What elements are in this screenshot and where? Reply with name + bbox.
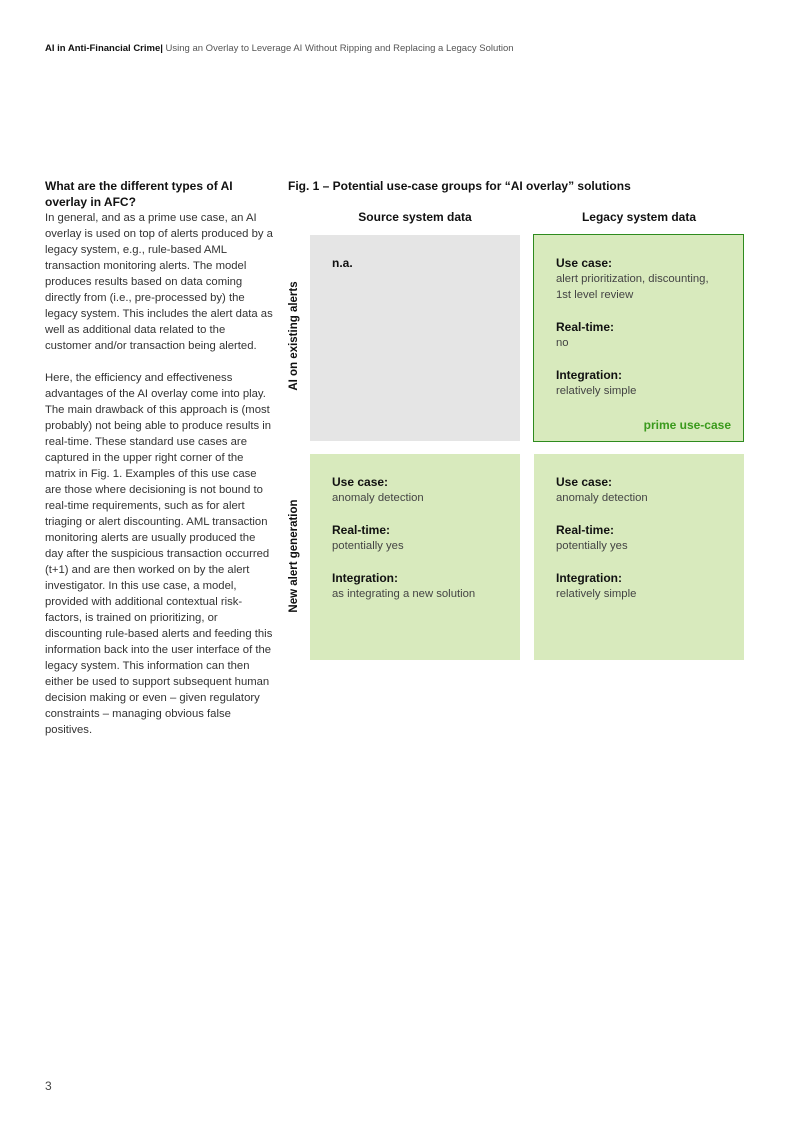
- use-case-value: anomaly detection: [556, 492, 648, 504]
- cell-source-new: [310, 454, 520, 660]
- paragraph-2: Here, the efficiency and effectiveness advantages of the AI overlay come into play. The main drawback of this approach is (most probably) not being able to produce results in real-time. These standard use cases are captured in the upper right corner of the matrix in Fig. 1. Examples of this use case are those where decisioning is not bound to real-time requirements, such as for alert triaging or alert discounting. AML transaction monitoring alerts are usually produced the day after the suspicious transaction occurred (t+1) and are then worked on by the alert investigator. In this use case, a model, provided with additional contextual risk-factors, is trained on prioritizing, or discounting rule-based alerts and feeding this information back into the user interface of the legacy system. This information can then either be used to support subsequent human decision making or even – given regulatory constraints – managing obvious false positives.: [45, 372, 273, 736]
- realtime-value: potentially yes: [332, 540, 404, 552]
- realtime-label: Real-time:: [556, 320, 615, 334]
- integration-value: relatively simple: [556, 588, 637, 600]
- integration-value: as integrating a new solution: [332, 588, 476, 600]
- integration-label: Integration:: [556, 368, 622, 382]
- cell-legacy-new: [534, 454, 744, 660]
- use-case-label: Use case:: [556, 475, 613, 489]
- paragraph-1: In general, and as a prime use case, an AI overlay is used on top of alerts produced by a legacy system, e.g., rule-based AML transaction monitoring alerts. The model produces results based on data coming directly from (i.e., pre-processed by) the legacy system. This includes the alert data as well as additional data related to the customer and/or transaction being alerted.: [45, 212, 273, 352]
- realtime-value: potentially yes: [556, 540, 628, 552]
- cell-na-text: n.a.: [332, 256, 353, 270]
- header-title: AI in Anti-Financial Crime|: [45, 43, 163, 54]
- realtime-label: Real-time:: [556, 523, 615, 537]
- realtime-value: no: [556, 337, 569, 349]
- use-case-value: alert prioritization, discounting, 1st level review: [556, 273, 709, 301]
- realtime-label: Real-time:: [332, 523, 391, 537]
- integration-label: Integration:: [332, 571, 398, 585]
- use-case-label: Use case:: [332, 475, 389, 489]
- use-case-label: Use case:: [556, 256, 613, 270]
- page-number: 3: [45, 1079, 52, 1093]
- header-subtitle: Using an Overlay to Leverage AI Without Ripping and Replacing a Legacy Solution: [162, 43, 514, 54]
- integration-value: relatively simple: [556, 385, 637, 397]
- row-label-existing-alerts: AI on existing alerts: [288, 281, 300, 391]
- cell-source-existing: [310, 235, 520, 441]
- column-header-source: Source system data: [358, 210, 472, 224]
- prime-use-case-tag: prime use-case: [643, 418, 731, 432]
- row-label-new-alerts: New alert generation: [288, 499, 300, 613]
- column-header-legacy: Legacy system data: [581, 210, 697, 224]
- use-case-value: anomaly detection: [332, 492, 424, 504]
- integration-label: Integration:: [556, 571, 622, 585]
- body-text-column: [45, 178, 273, 738]
- section-heading: What are the different types of AI overlay in AFC?: [45, 179, 233, 209]
- figure-title: Fig. 1 – Potential use-case groups for “AI overlay” solutions: [288, 179, 631, 193]
- running-header: [45, 43, 514, 54]
- cell-legacy-existing: [533, 234, 744, 442]
